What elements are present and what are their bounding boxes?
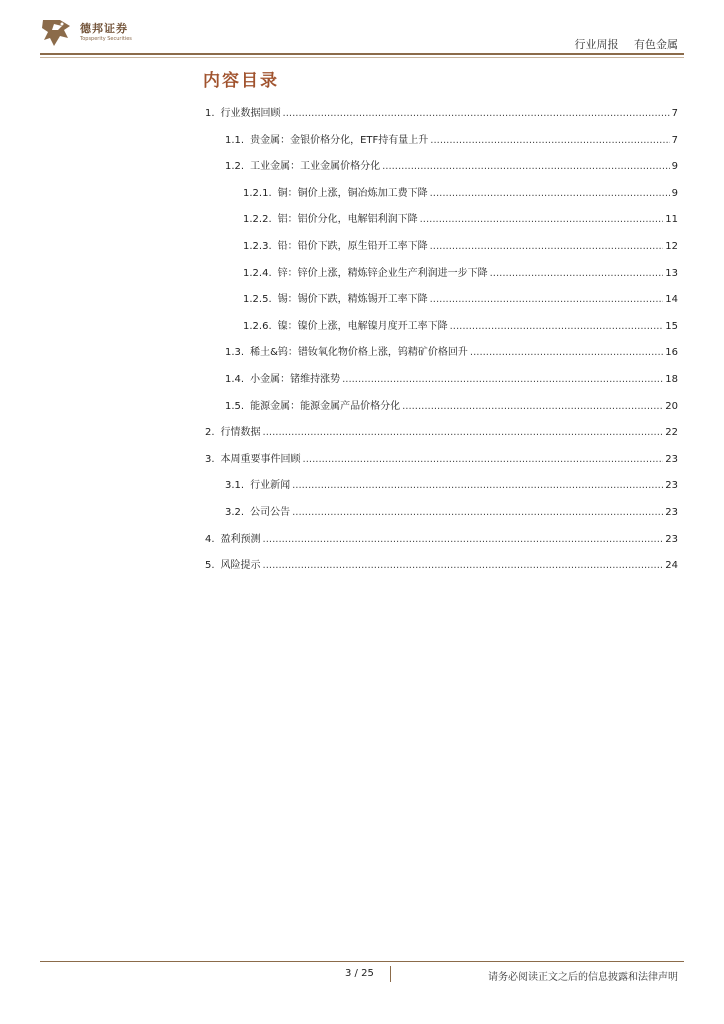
toc-leader <box>263 527 664 554</box>
toc-entry[interactable] <box>205 340 678 367</box>
footer-divider <box>40 961 684 962</box>
toc-entry-page: 7 <box>671 134 678 146</box>
toc-leader <box>420 207 664 234</box>
toc-entry[interactable] <box>205 473 678 500</box>
toc-leader <box>342 367 663 394</box>
toc-entry[interactable] <box>205 287 678 314</box>
brand-logo <box>40 16 140 50</box>
toc-leader <box>382 154 670 181</box>
report-type: 行业周报 <box>574 38 619 51</box>
toc-leader <box>292 500 663 527</box>
toc-entry-number: 1.3. <box>225 347 245 359</box>
toc-entry-number: 1.5. <box>225 400 245 412</box>
toc-entry-text: 铜：铜价上涨，铜冶炼加工费下降 <box>277 187 428 199</box>
toc-entry-page: 12 <box>665 240 678 252</box>
footer-disclaimer: 请务必阅读正文之后的信息披露和法律声明 <box>488 972 678 983</box>
dragon-logo-icon <box>40 16 74 50</box>
toc-entry-page: 14 <box>665 294 678 306</box>
toc-entry[interactable] <box>205 314 678 341</box>
toc-entry[interactable] <box>205 553 678 580</box>
toc-entry-page: 20 <box>665 400 678 412</box>
toc-entry[interactable] <box>205 207 678 234</box>
toc-entry-text: 镍：镍价上涨，电解镍月度开工率下降 <box>277 320 448 332</box>
toc-entry-text: 铅：铅价下跌，原生铅开工率下降 <box>277 240 428 252</box>
report-header-label <box>575 36 679 52</box>
toc-entry-text: 铝：铝价分化，电解铝利润下降 <box>277 214 418 226</box>
toc-entry-number: 2. <box>205 427 215 439</box>
toc-entry-number: 1.2.6. <box>243 320 272 332</box>
toc-leader <box>263 420 664 447</box>
toc-entry-number: 3. <box>205 453 215 465</box>
toc-leader <box>303 447 664 474</box>
toc-leader <box>490 261 664 288</box>
toc-entry-text: 能源金属：能源金属产品价格分化 <box>250 400 401 412</box>
toc-entry[interactable] <box>205 234 678 261</box>
toc-entry-number: 1.2.2. <box>243 214 272 226</box>
toc-entry-text: 工业金属：工业金属价格分化 <box>250 161 381 173</box>
toc-entry-page: 23 <box>665 533 678 545</box>
toc-entry-text: 风险提示 <box>220 560 261 572</box>
toc-entry-text: 公司公告 <box>250 506 291 518</box>
toc-entry[interactable] <box>205 527 678 554</box>
brand-name-cn: 德邦证券 <box>80 22 128 35</box>
toc-entry-text: 小金属：锗维持涨势 <box>250 373 341 385</box>
toc-entry-number: 1.4. <box>225 373 245 385</box>
toc-entry[interactable] <box>205 447 678 474</box>
toc-leader <box>263 553 664 580</box>
toc-entry[interactable] <box>205 181 678 208</box>
report-sector: 有色金属 <box>634 38 678 51</box>
toc-entry-text: 稀土&钨：镨钕氧化物价格上涨，钨精矿价格回升 <box>250 347 468 359</box>
toc-entry[interactable] <box>205 367 678 394</box>
toc-entry-text: 行情数据 <box>220 427 261 439</box>
toc-entry-text: 行业数据回顾 <box>220 108 281 119</box>
toc-entry-page: 13 <box>665 267 678 279</box>
footer-separator <box>390 966 391 982</box>
toc-entry-page: 15 <box>665 320 678 332</box>
header-divider-thin <box>40 57 684 58</box>
toc-entry[interactable] <box>205 420 678 447</box>
toc-entry-text: 行业新闻 <box>250 480 291 492</box>
toc-entry-page: 23 <box>665 453 678 465</box>
toc-entry-page: 24 <box>665 560 678 572</box>
toc-leader <box>470 340 663 367</box>
toc-entry[interactable] <box>205 128 678 155</box>
toc-entry-number: 1.2.1. <box>243 187 272 199</box>
toc-entry[interactable] <box>205 500 678 527</box>
toc-title: 内容目录 <box>203 71 279 91</box>
toc-entry-number: 1.2.3. <box>243 240 272 252</box>
toc-leader <box>430 287 664 314</box>
toc-entry-text: 锌：锌价上涨，精炼锌企业生产利润进一步下降 <box>277 267 488 279</box>
toc-entry-text: 贵金属：金银价格分化，ETF持有量上升 <box>250 134 429 146</box>
toc-entry-text: 盈利预测 <box>220 533 261 545</box>
toc-entry[interactable] <box>205 154 678 181</box>
brand-name-en: Topsperity Securities <box>80 36 132 42</box>
toc-entry-number: 1.2.4. <box>243 267 272 279</box>
toc-entry-text: 锡：锡价下跌，精炼锡开工率下降 <box>277 294 428 306</box>
toc-entry[interactable] <box>205 394 678 421</box>
toc-entry-number: 1.2. <box>225 161 245 173</box>
toc-entry-page: 9 <box>671 187 678 199</box>
toc-entry-number: 5. <box>205 560 215 572</box>
toc-leader <box>450 314 664 341</box>
toc-entry-text: 本周重要事件回顾 <box>220 453 301 465</box>
toc-entry[interactable] <box>205 261 678 288</box>
toc-entry-page: 23 <box>665 506 678 518</box>
toc-leader <box>402 394 663 421</box>
toc-entry-page: 11 <box>665 214 678 226</box>
toc-entry-page: 7 <box>671 108 678 119</box>
toc-entry-page: 22 <box>665 427 678 439</box>
toc-entry-number: 3.1. <box>225 480 245 492</box>
page-indicator: 3 / 25 <box>345 968 374 979</box>
header-divider <box>40 53 684 55</box>
toc-leader <box>430 128 669 155</box>
table-of-contents <box>205 101 678 580</box>
toc-entry-number: 4. <box>205 533 215 545</box>
toc-entry-page: 9 <box>671 161 678 173</box>
toc-entry-number: 1.2.5. <box>243 294 272 306</box>
toc-leader <box>283 101 670 128</box>
toc-entry[interactable] <box>205 101 678 128</box>
toc-entry-page: 16 <box>665 347 678 359</box>
toc-leader <box>430 181 670 208</box>
toc-entry-page: 23 <box>665 480 678 492</box>
toc-leader <box>430 234 664 261</box>
toc-leader <box>292 473 663 500</box>
toc-entry-page: 18 <box>665 373 678 385</box>
toc-entry-number: 1. <box>205 108 215 119</box>
toc-entry-number: 1.1. <box>225 134 245 146</box>
toc-entry-number: 3.2. <box>225 506 245 518</box>
